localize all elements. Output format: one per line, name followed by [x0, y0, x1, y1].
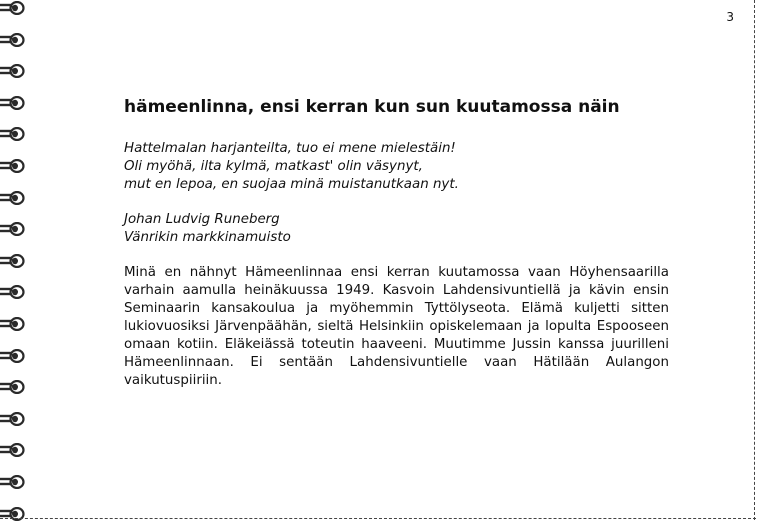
- poem-quote: [124, 140, 669, 194]
- spiral-ring-icon: [0, 317, 28, 331]
- spiral-ring-icon: [0, 1, 28, 15]
- poem-line: Oli myöhä, ilta kylmä, matkast' olin väsynyt,: [124, 159, 423, 174]
- spiral-ring-icon: [0, 64, 28, 78]
- page-content: [124, 96, 669, 403]
- attribution-work: Vänrikin markkinamuisto: [124, 230, 291, 245]
- spiral-ring-icon: [0, 412, 28, 426]
- spiral-ring-icon: [0, 96, 28, 110]
- spiral-ring-icon: [0, 191, 28, 205]
- spiral-ring-icon: [0, 380, 28, 394]
- spiral-ring-icon: [0, 33, 28, 47]
- page-title: hämeenlinna, ensi kerran kun sun kuutamossa näin: [124, 97, 620, 117]
- spiral-ring-icon: [0, 159, 28, 173]
- spiral-ring-icon: [0, 475, 28, 489]
- page-edge-bottom: [0, 518, 756, 519]
- page-edge-right: [754, 0, 755, 520]
- poem-line: Hattelmalan harjanteilta, tuo ei mene mielestäin!: [124, 141, 456, 156]
- attribution-author: Johan Ludvig Runeberg: [124, 212, 280, 227]
- spiral-ring-icon: [0, 349, 28, 363]
- spiral-binding: [0, 0, 30, 524]
- spiral-ring-icon: [0, 127, 28, 141]
- poem-line: mut en lepoa, en suojaa minä muistanutkaan nyt.: [124, 177, 459, 192]
- spiral-ring-icon: [0, 254, 28, 268]
- body-paragraph: Minä en nähnyt Hämeenlinnaa ensi kerran kuutamossa vaan Höyhensaarilla varhain aamulla heinäkuussa 1949. Kasvoin Lahdensivuntiellä ja kävin ensin Seminaarin kansakoulua ja myöhemmin Tyttölyseota. Elämä kuljetti sitten lukiovuosiksi Järvenpäähän, sieltä Helsinkiin opiskelemaan ja lopulta Espooseen omaan kotiin. Eläkeiässä toteutin haaveeni. Muutimme Jussin kanssa juurilleni Hämeenlinnaan. Ei sentään Lahdensivuntielle vaan Hätilään Aulangon vaikutuspiiriin.: [124, 265, 669, 388]
- spiral-ring-icon: [0, 443, 28, 457]
- page-number: 3: [726, 10, 734, 24]
- spiral-ring-icon: [0, 285, 28, 299]
- quote-attribution: [124, 211, 669, 247]
- spiral-ring-icon: [0, 222, 28, 236]
